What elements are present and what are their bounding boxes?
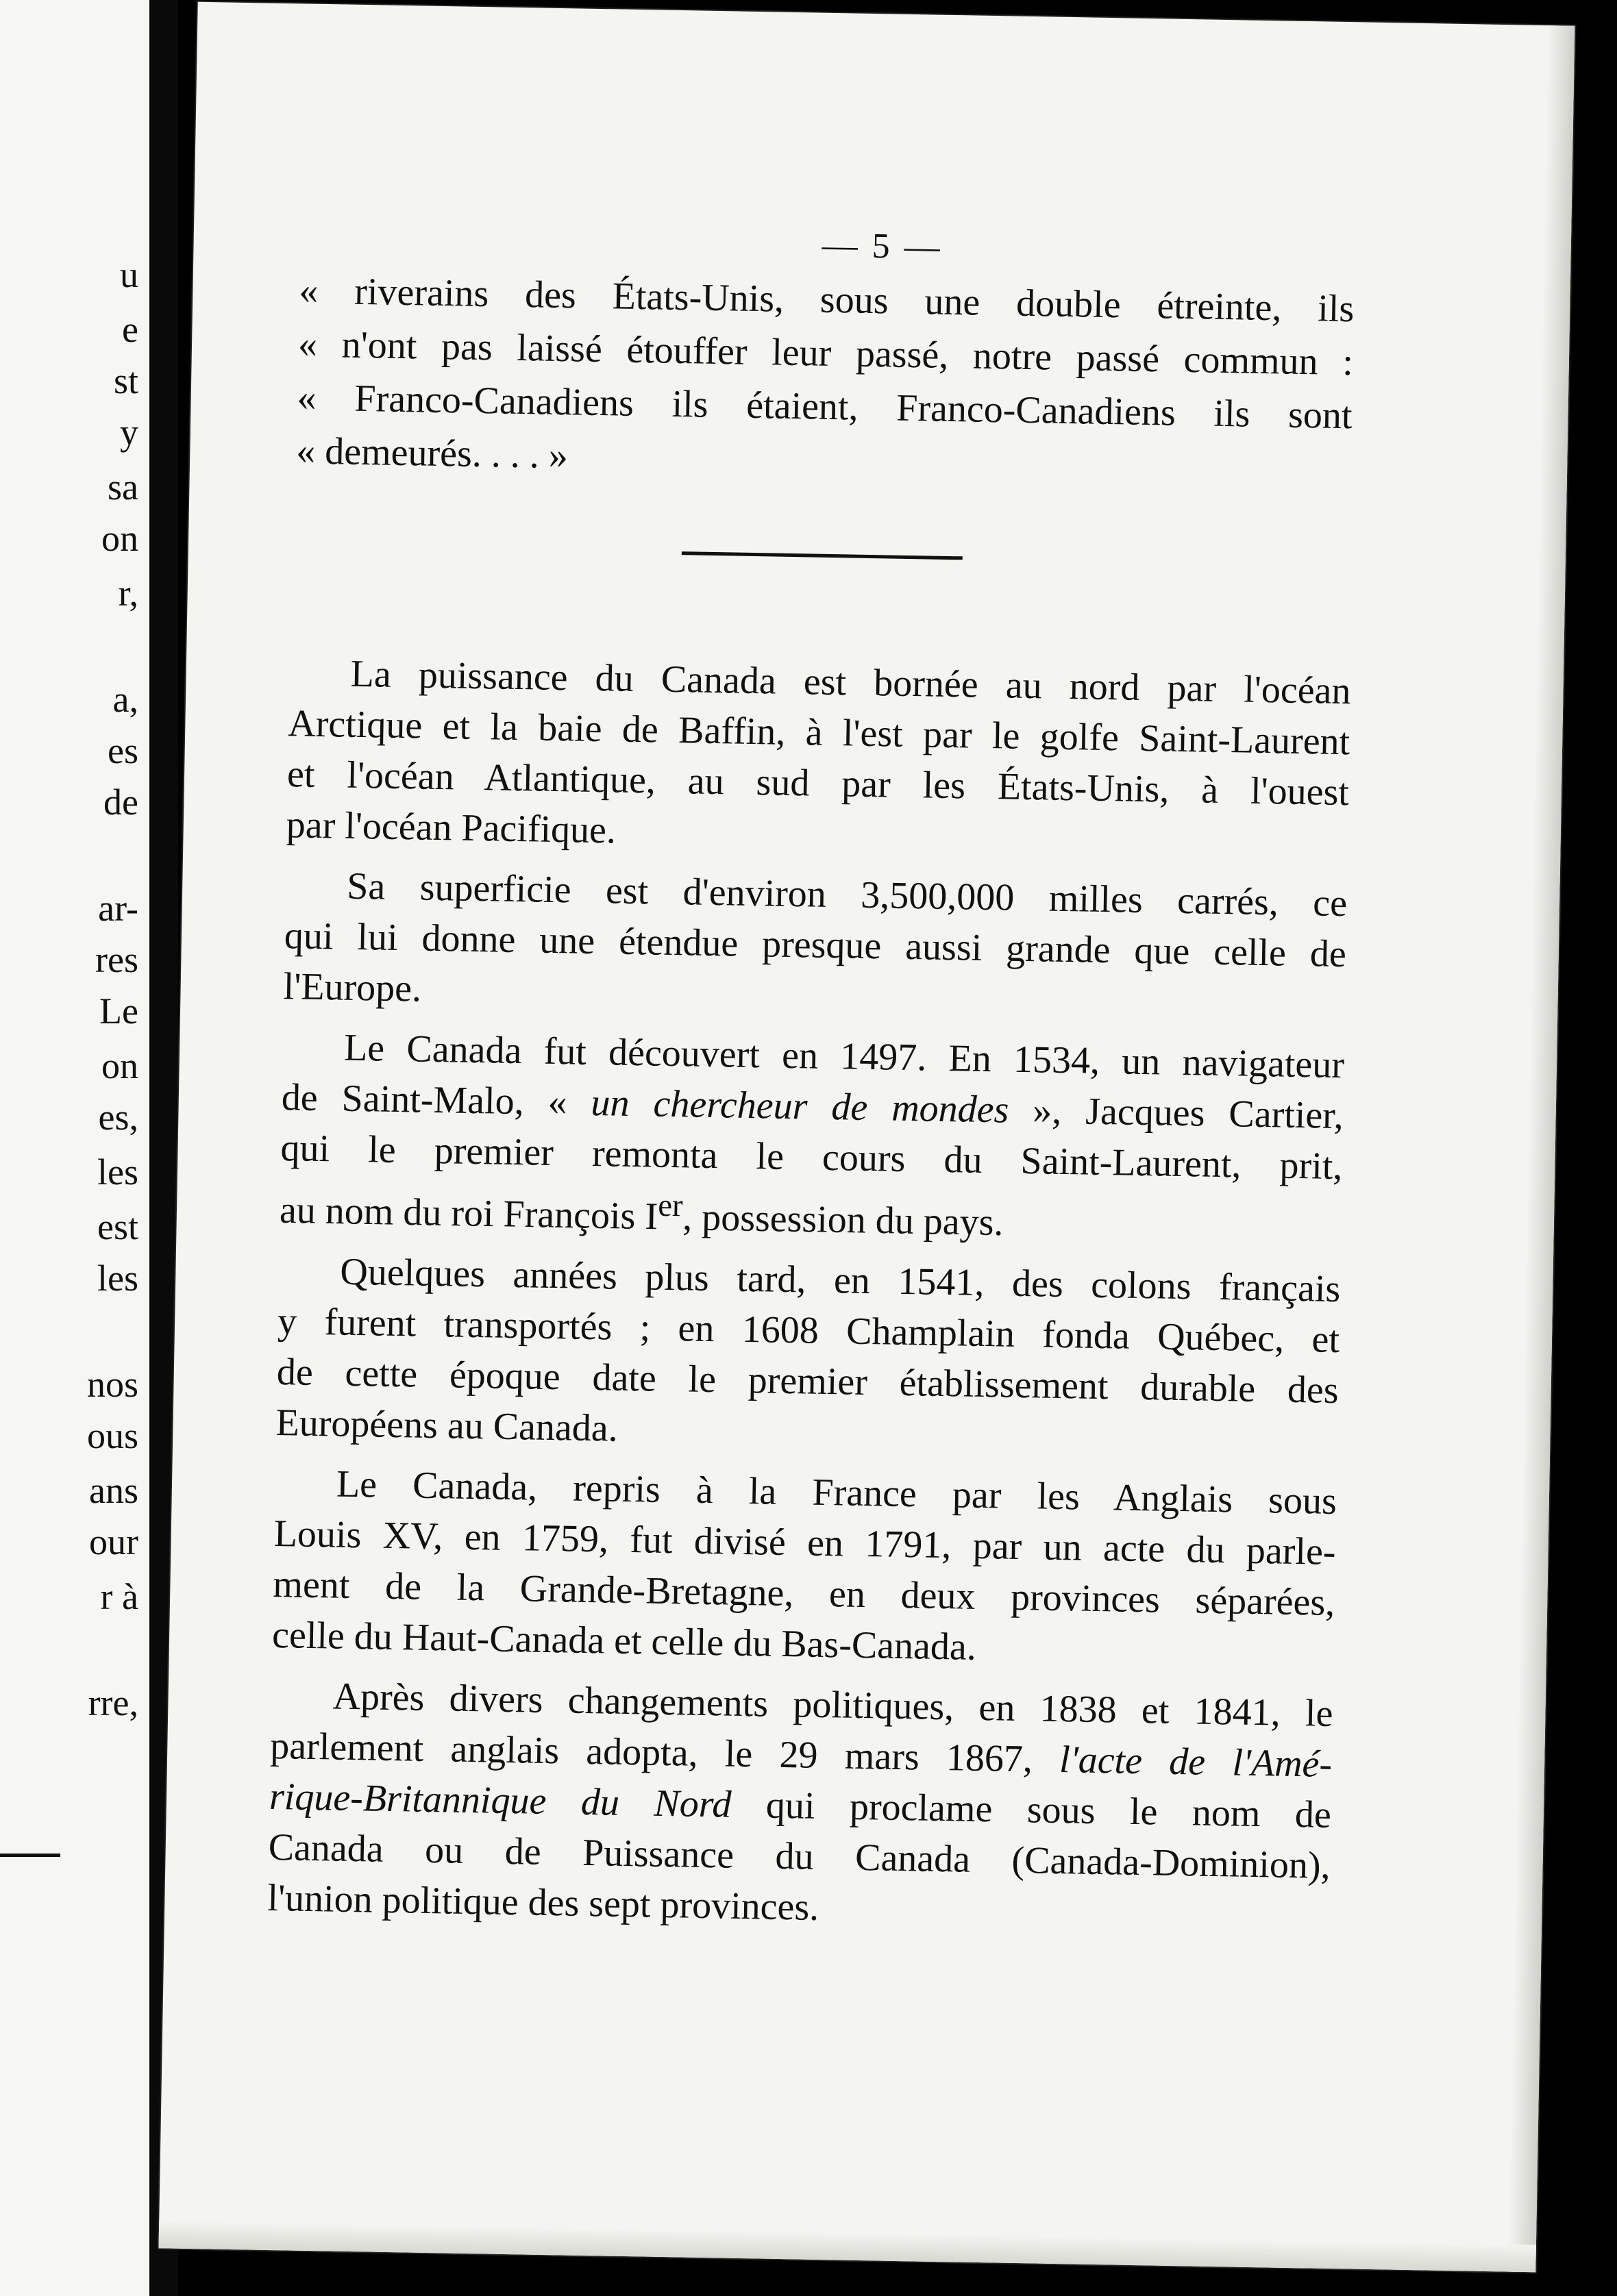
left-page-fragment: res bbox=[95, 939, 138, 980]
text-line: Sa superficie est d'environ 3,500,000 milles carrés, ce bbox=[346, 864, 1348, 925]
left-page-rule bbox=[0, 1854, 60, 1857]
text-line: et l'océan Atlantique, au sud par les États-Unis, à l'ouest bbox=[286, 753, 1350, 814]
paragraph-confederation bbox=[267, 1670, 1333, 1942]
text-run: », Jacques Cartier, bbox=[1008, 1088, 1344, 1138]
text-run: au nom du roi François I bbox=[279, 1188, 658, 1238]
text-line: La puissance du Canada est bornée au nord par l'océan bbox=[350, 652, 1352, 713]
text-run: qui proclame sous le nom de bbox=[730, 1783, 1332, 1836]
paragraph-boundaries bbox=[286, 647, 1351, 869]
text-run: parlement anglais adopta, le 29 mars 1867, bbox=[269, 1724, 1060, 1781]
left-page-fragment: a, bbox=[112, 679, 138, 720]
left-page-fragment: r, bbox=[118, 573, 138, 614]
paragraph-division bbox=[272, 1458, 1337, 1679]
quote-line: « riverains des États-Unis, sous une double étreinte, ils bbox=[298, 269, 1355, 331]
quote-line: « demeurés. . . . » bbox=[295, 429, 569, 477]
left-page-fragment: u bbox=[120, 254, 138, 295]
left-page-fragment: on bbox=[101, 518, 138, 559]
paragraph-settlement bbox=[275, 1245, 1341, 1467]
left-page-fragment: les bbox=[97, 1258, 138, 1299]
left-page-fragment: rre, bbox=[88, 1682, 138, 1723]
text-line: Après divers changements politiques, en 1838 et 1841, le bbox=[332, 1675, 1333, 1735]
text-line: Arctique et la baie de Baffin, à l'est par le golfe Saint-Laurent bbox=[287, 702, 1350, 764]
text-line: Louis XV, en 1759, fut divisé en 1791, par un acte du parle- bbox=[273, 1512, 1337, 1573]
left-page-fragment: sa bbox=[108, 466, 138, 508]
text-line: Le Canada fut découvert en 1497. En 1534, un navigateur bbox=[343, 1026, 1345, 1087]
left-page-fragment: de bbox=[103, 782, 138, 823]
text-line: y furent transportés ; en 1608 Champlain fonda Québec, et bbox=[277, 1299, 1340, 1361]
body-text bbox=[267, 647, 1352, 1951]
quote-line: « n'ont pas laissé étouffer leur passé, notre passé commun : bbox=[297, 323, 1354, 384]
text-line: de cette époque date le premier établissement durable des bbox=[276, 1350, 1340, 1412]
text-line: ment de la Grande-Bretagne, en deux provinces séparées, bbox=[272, 1562, 1335, 1624]
left-page-fragment: e bbox=[122, 309, 138, 350]
text-line: par l'océan Pacifique. bbox=[286, 803, 617, 852]
page-number: — 5 — bbox=[822, 225, 943, 267]
left-page-fragment: les bbox=[97, 1151, 138, 1193]
italic-phrase: un chercheur de mondes bbox=[591, 1081, 1009, 1132]
text-line: Européens au Canada. bbox=[275, 1401, 619, 1450]
left-page-fragment: es bbox=[108, 730, 138, 771]
text-run: , possession du pays. bbox=[682, 1195, 1004, 1245]
left-page-fragment: y bbox=[120, 412, 138, 453]
left-page-fragment: est bbox=[97, 1206, 138, 1247]
right-page bbox=[159, 2, 1575, 2273]
paragraph-area bbox=[283, 860, 1348, 1030]
italic-phrase: l'acte de l'Amé- bbox=[1059, 1738, 1333, 1786]
section-divider bbox=[682, 551, 963, 560]
left-page-fragment: our bbox=[89, 1521, 138, 1562]
left-page-fragment: nos bbox=[86, 1364, 138, 1405]
text-line: Canada ou de Puissance du Canada (Canada-Dominion), bbox=[268, 1825, 1331, 1887]
italic-phrase: rique-Britannique du Nord bbox=[269, 1775, 732, 1826]
left-page-fragment: ans bbox=[89, 1470, 138, 1511]
text-line: celle du Haut-Canada et celle du Bas-Canada. bbox=[271, 1613, 977, 1669]
left-page-fragment: Le bbox=[99, 990, 138, 1032]
left-page-fragment: on bbox=[101, 1045, 138, 1086]
paragraph-discovery bbox=[279, 1021, 1344, 1254]
text-line: l'union politique des sept provinces. bbox=[267, 1876, 819, 1929]
page-edge-shadow bbox=[1508, 25, 1575, 2272]
left-page-fragment: es, bbox=[98, 1097, 138, 1138]
left-page-fragment: ar- bbox=[98, 888, 138, 929]
superscript: er bbox=[657, 1187, 684, 1224]
left-page-fragment: st bbox=[113, 360, 138, 401]
left-page-fragment: r à bbox=[100, 1576, 138, 1617]
left-facing-page bbox=[0, 0, 149, 2296]
text-run: de Saint-Malo, « bbox=[281, 1076, 592, 1124]
left-page-fragment: ous bbox=[86, 1415, 138, 1456]
text-line: l'Europe. bbox=[283, 965, 422, 1010]
quote-line: « Franco-Canadiens ils étaient, Franco-Canadiens ils sont bbox=[297, 376, 1353, 438]
text-line: qui lui donne une étendue presque aussi grande que celle de bbox=[284, 914, 1347, 976]
text-line: qui le premier remonta le cours du Saint-Laurent, prit, bbox=[280, 1127, 1343, 1188]
closing-quotation bbox=[296, 264, 1355, 496]
text-line: Quelques années plus tard, en 1541, des colons français bbox=[339, 1250, 1341, 1310]
page-bottom-shadow bbox=[159, 2221, 1536, 2272]
text-line: Le Canada, repris à la France par les Anglais sous bbox=[336, 1462, 1337, 1523]
